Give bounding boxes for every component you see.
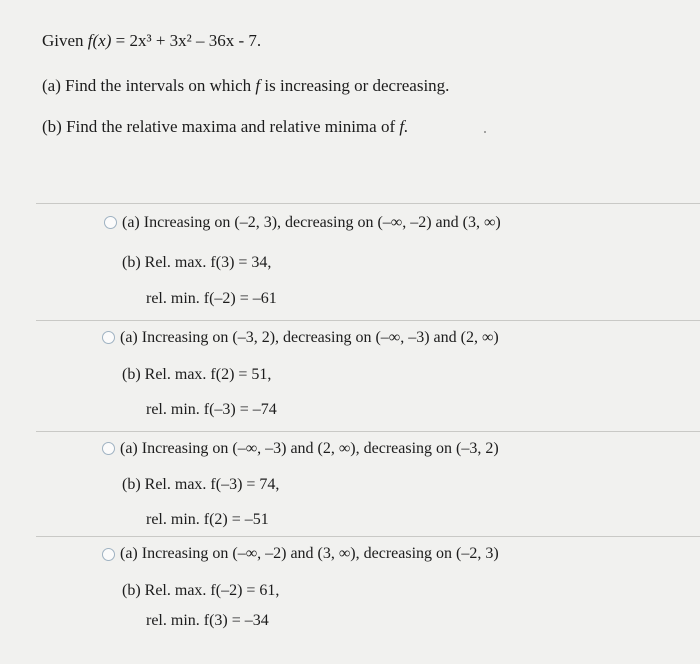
given-prefix: Given (42, 31, 88, 50)
question-statement (42, 31, 261, 51)
part-b-text: (b) Find the relative maxima and relative minima of (42, 117, 400, 136)
option-4-part-c: rel. min. f(3) = –34 (146, 612, 269, 629)
option-1-part-a: (a) Increasing on (–2, 3), decreasing on (–∞, –2) and (3, ∞) (122, 214, 501, 231)
option-1-part-b: (b) Rel. max. f(3) = 34, (122, 254, 272, 271)
part-b-function: f. (399, 117, 409, 136)
option-1-part-c: rel. min. f(–2) = –61 (146, 290, 277, 307)
option-4-part-b: (b) Rel. max. f(–2) = 61, (122, 582, 280, 599)
option-4-part-a: (a) Increasing on (–∞, –2) and (3, ∞), decreasing on (–2, 3) (120, 545, 499, 562)
part-a-suffix: is increasing or decreasing. (260, 76, 450, 95)
question-part-b (42, 117, 408, 137)
option-divider (36, 536, 700, 537)
question-part-a (42, 76, 449, 96)
radio-option-2[interactable] (102, 331, 115, 344)
option-divider (36, 320, 700, 321)
part-a-text: (a) Find the intervals on which (42, 76, 256, 95)
radio-option-1[interactable] (104, 216, 117, 229)
radio-option-4[interactable] (102, 548, 115, 561)
part-a-function: f (255, 76, 261, 95)
speck (484, 131, 486, 133)
option-3-part-c: rel. min. f(2) = –51 (146, 511, 269, 528)
option-3-part-b: (b) Rel. max. f(–3) = 74, (122, 476, 280, 493)
function-definition: = 2x³ + 3x² – 36x - 7. (111, 31, 262, 50)
function-name: f(x) (87, 31, 112, 50)
option-divider (36, 431, 700, 432)
radio-option-3[interactable] (102, 442, 115, 455)
option-divider (36, 203, 700, 204)
option-2-part-b: (b) Rel. max. f(2) = 51, (122, 366, 272, 383)
option-2-part-a: (a) Increasing on (–3, 2), decreasing on (–∞, –3) and (2, ∞) (120, 329, 499, 346)
option-2-part-c: rel. min. f(–3) = –74 (146, 401, 277, 418)
option-3-part-a: (a) Increasing on (–∞, –3) and (2, ∞), decreasing on (–3, 2) (120, 440, 499, 457)
